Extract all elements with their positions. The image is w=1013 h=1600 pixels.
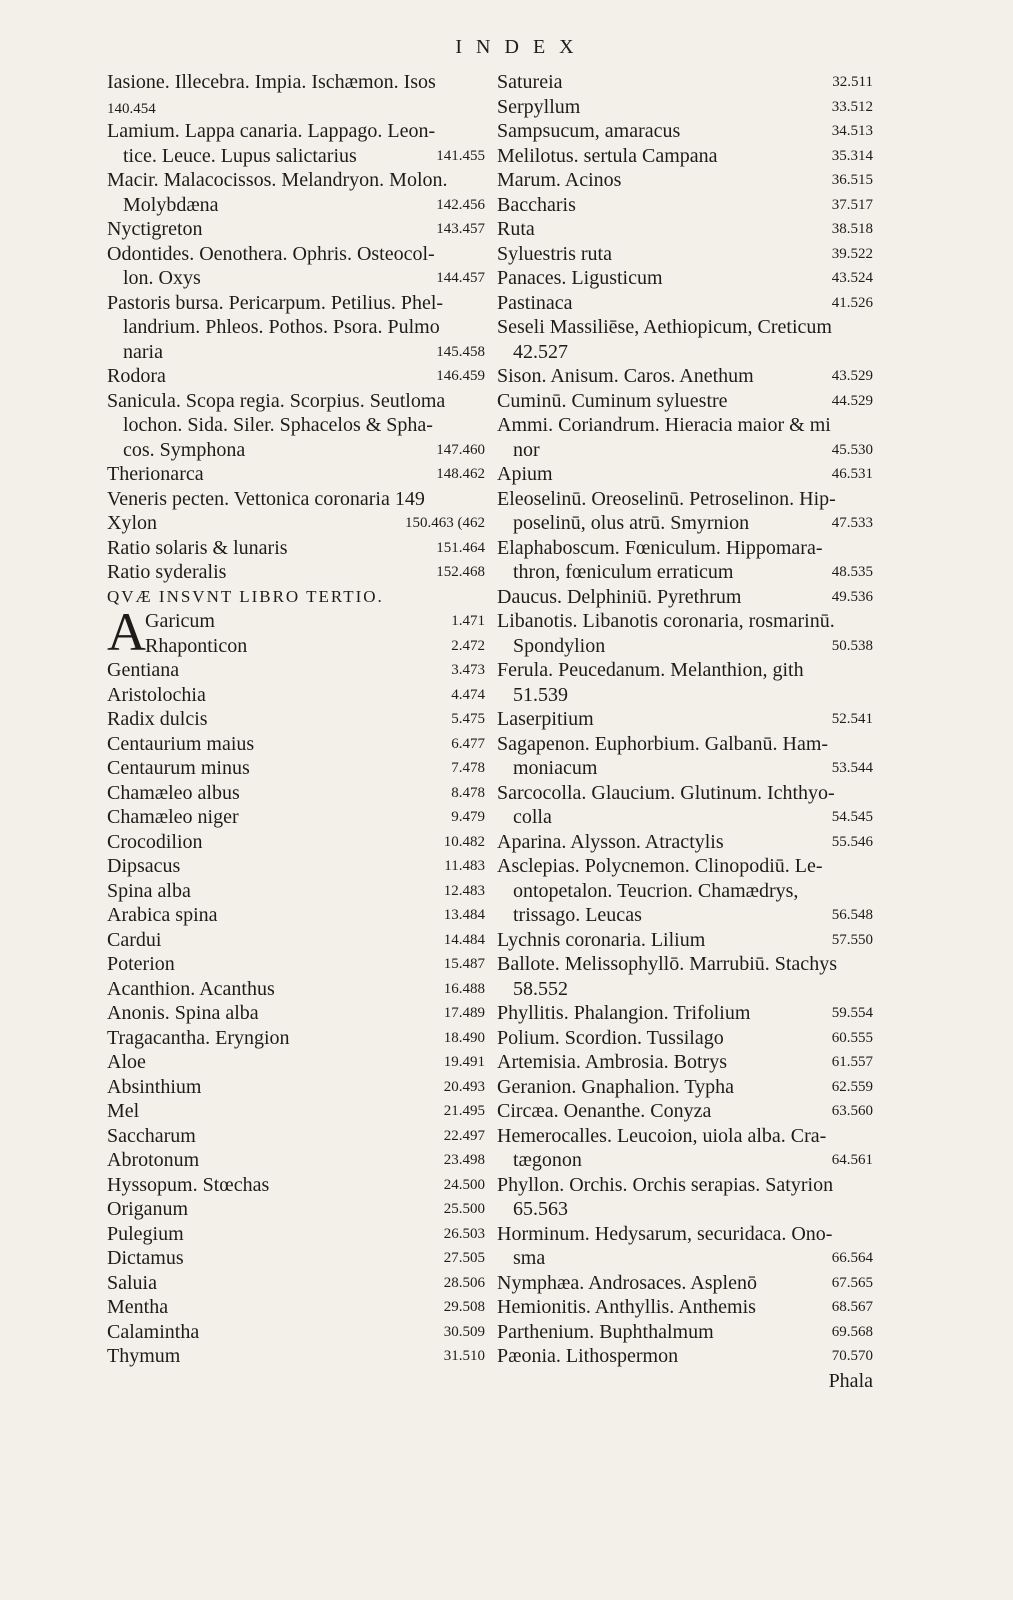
entry-number: 18.490 (443, 1029, 485, 1046)
entry-text: Sagapenon. Euphorbium. Galbanū. Ham- (497, 732, 829, 755)
index-entry (107, 291, 485, 316)
entry-number: 152.468 (436, 564, 485, 580)
index-entry (497, 438, 873, 463)
entry-number: 11.483 (444, 858, 485, 874)
entry-text: Phyllon. Orchis. Orchis serapias. Satyrion (497, 1173, 834, 1196)
entry-number: 54.545 (831, 809, 873, 825)
entry-number: 46.531 (831, 466, 873, 482)
index-entry (107, 756, 485, 781)
index-entry (107, 1197, 485, 1222)
index-entry (497, 389, 873, 414)
index-entry (497, 585, 873, 610)
entry-text: Dipsacus (107, 855, 181, 877)
entry-text: Circæa. Oenanthe. Conyza (497, 1100, 712, 1122)
index-entry (107, 511, 485, 536)
entry-number: 6.477 (451, 735, 485, 752)
entry-number: 7.478 (451, 760, 485, 776)
entry-text: Sanicula. Scopa regia. Scorpius. Seutloma (107, 389, 446, 412)
entry-text: Tragacantha. Eryngion (107, 1026, 290, 1049)
page-header: INDEX (455, 36, 588, 58)
entry-number: 55.546 (831, 833, 873, 850)
entry-number: 22.497 (443, 1127, 485, 1144)
index-entry (497, 95, 873, 120)
index-entry (497, 560, 873, 585)
entry-text: 65.563 (513, 1198, 568, 1220)
index-entry (497, 1222, 873, 1247)
entry-number: 17.489 (443, 1005, 485, 1021)
entry-text: Macir. Malacocissos. Melandryon. Molon. (107, 169, 448, 191)
entry-number: 43.524 (831, 270, 873, 286)
entry-text: Ratio syderalis (107, 561, 227, 583)
index-entry (497, 634, 873, 659)
entry-text: Aloe (107, 1051, 146, 1073)
entry-number: 44.529 (831, 392, 873, 409)
entry-number: 57.550 (831, 931, 873, 948)
entry-text: Syluestris ruta (497, 242, 612, 265)
entry-text: Pæonia. Lithospermon (497, 1345, 679, 1367)
left-index-column (107, 70, 485, 1369)
index-entry (145, 609, 485, 634)
entry-number: 47.533 (831, 515, 873, 531)
entry-number: 2.472 (451, 637, 485, 654)
entry-number: 10.482 (443, 833, 485, 850)
entry-text: Saccharum (107, 1124, 196, 1147)
entry-text: QVÆ INSVNT LIBRO TERTIO. (107, 586, 384, 606)
entry-text: 58.552 (513, 977, 568, 1000)
index-entry (107, 438, 485, 463)
index-entry (107, 830, 485, 855)
entry-text: Ferula. Peucedanum. Melanthion, gith (497, 659, 804, 681)
entry-text: Ammi. Coriandrum. Hieracia maior & mi (497, 414, 831, 436)
index-entry (497, 952, 873, 977)
index-entry (497, 315, 873, 340)
entry-number: 151.464 (436, 539, 485, 556)
entry-text: ontopetalon. Teucrion. Chamædrys, (513, 879, 799, 902)
entry-text: landrium. Phleos. Pothos. Psora. Pulmo (123, 316, 440, 338)
entry-text: Marum. Acinos (497, 169, 622, 191)
entry-text: Centaurium maius (107, 732, 255, 755)
entry-text: Aparina. Alysson. Atractylis (497, 830, 724, 853)
entry-number: 64.561 (831, 1152, 873, 1168)
entry-text: Laserpitium (497, 708, 594, 730)
entry-number: 53.544 (831, 760, 873, 776)
index-entry (107, 168, 485, 193)
index-entry (107, 1075, 485, 1100)
entry-text: Thymum (107, 1345, 181, 1367)
index-entry (107, 389, 485, 414)
index-entry (497, 756, 873, 781)
entry-text: Apium (497, 463, 553, 485)
entry-text: Eleoselinū. Oreoselinū. Petroselinon. Hip- (497, 487, 836, 510)
entry-number: 147.460 (436, 441, 485, 458)
entry-text: Spondylion (513, 634, 606, 657)
index-entry (497, 928, 873, 953)
entry-text: Origanum (107, 1198, 189, 1220)
index-entry (107, 217, 485, 242)
entry-text: Serpyllum (497, 95, 581, 118)
entry-text: Chamæleo albus (107, 781, 240, 804)
index-entry (497, 119, 873, 144)
index-entry (497, 413, 873, 438)
index-entry (107, 903, 485, 928)
index-entry (107, 364, 485, 389)
index-entry (497, 462, 873, 487)
entry-text: Ballote. Melissophyllō. Marrubiū. Stachys (497, 953, 837, 975)
index-entry (497, 854, 873, 879)
entry-text: Daucus. Delphiniū. Pyrethrum (497, 585, 742, 608)
entry-number: 48.535 (831, 564, 873, 580)
index-entry (107, 95, 485, 120)
index-entry (497, 193, 873, 218)
index-entry (107, 1246, 485, 1271)
entry-number: 62.559 (831, 1078, 873, 1095)
entry-number: 24.500 (443, 1176, 485, 1193)
entry-number: 142.456 (436, 196, 485, 213)
index-entry (497, 683, 873, 708)
entry-number: 70.570 (831, 1348, 873, 1364)
entry-text: Sampsucum, amaracus (497, 120, 681, 142)
entry-text: Ruta (497, 218, 535, 240)
entry-text: nor (513, 438, 540, 461)
entry-number: 68.567 (831, 1299, 873, 1315)
entry-number: 37.517 (831, 196, 873, 213)
entry-text: Chamæleo niger (107, 806, 239, 828)
drop-cap-entry (107, 602, 485, 662)
index-entry (497, 1026, 873, 1051)
entry-number: 66.564 (831, 1250, 873, 1266)
entry-text: 51.539 (513, 683, 568, 706)
entry-text: Polium. Scordion. Tussilago (497, 1026, 724, 1049)
entry-text: Horminum. Hedysarum, securidaca. Ono- (497, 1222, 833, 1245)
entry-text: Parthenium. Buphthalmum (497, 1320, 714, 1343)
entry-text: 42.527 (513, 340, 568, 363)
entry-text: Pulegium (107, 1222, 184, 1245)
entry-text: Garicum (145, 610, 215, 632)
entry-text: Rodora (107, 365, 166, 387)
entry-text: poselinū, olus atrū. Smyrnion (513, 512, 750, 534)
entry-text: Rhaponticon (145, 634, 248, 657)
entry-number: 59.554 (831, 1005, 873, 1021)
entry-number: 141.455 (436, 147, 485, 164)
index-entry (107, 805, 485, 830)
entry-text: Crocodilion (107, 830, 203, 853)
index-entry (497, 707, 873, 732)
entry-number: 52.541 (831, 711, 873, 727)
entry-text: Gentiana (107, 659, 180, 681)
index-entry (107, 879, 485, 904)
index-entry (107, 413, 485, 438)
section-heading (107, 585, 485, 610)
entry-text: cos. Symphona (123, 438, 246, 461)
index-entry (107, 119, 485, 144)
entry-number: 21.495 (443, 1103, 485, 1119)
entry-number: 5.475 (451, 711, 485, 727)
index-entry (107, 707, 485, 732)
entry-number: 26.503 (443, 1225, 485, 1242)
entry-text: lochon. Sida. Siler. Sphacelos & Spha- (123, 414, 433, 436)
entry-text: trissago. Leucas (513, 904, 642, 926)
index-entry (107, 1050, 485, 1075)
entry-text: sma (513, 1247, 546, 1269)
index-entry (107, 781, 485, 806)
entry-text: Molybdæna (123, 193, 219, 216)
index-entry (107, 70, 485, 95)
index-entry (145, 634, 485, 659)
entry-text: Abrotonum (107, 1149, 200, 1171)
entry-text: Asclepias. Polycnemon. Clinopodiū. Le- (497, 855, 823, 877)
index-entry (107, 952, 485, 977)
entry-number: 31.510 (443, 1348, 485, 1364)
entry-text: Calamintha (107, 1320, 200, 1343)
entry-number: 15.487 (443, 956, 485, 972)
index-entry (107, 1271, 485, 1296)
entry-number: 60.555 (831, 1029, 873, 1046)
index-entry (107, 683, 485, 708)
index-entry (497, 1320, 873, 1345)
index-entry (497, 1001, 873, 1026)
entry-number: 144.457 (436, 270, 485, 286)
entry-number: 32.511 (832, 74, 873, 90)
index-entry (107, 315, 485, 340)
index-entry (497, 781, 873, 806)
catchword: Phala (828, 1369, 873, 1392)
entry-number: 63.560 (831, 1103, 873, 1119)
entry-text: Xylon (107, 512, 157, 534)
entry-number: 27.505 (443, 1250, 485, 1266)
index-entry (107, 193, 485, 218)
index-entry (107, 1099, 485, 1124)
entry-text: Baccharis (497, 193, 576, 216)
index-entry (107, 536, 485, 561)
entry-number: 9.479 (451, 809, 485, 825)
index-entry (497, 340, 873, 365)
entry-number: 30.509 (443, 1323, 485, 1340)
entry-text: Anonis. Spina alba (107, 1002, 259, 1024)
index-entry (107, 977, 485, 1002)
entry-text: Geranion. Gnaphalion. Typha (497, 1075, 735, 1098)
entry-number: 150.463 (462 (405, 515, 485, 531)
index-entry (497, 1344, 873, 1369)
entry-text: naria (123, 340, 163, 363)
index-entry (107, 1026, 485, 1051)
index-entry (497, 1173, 873, 1198)
entry-text: Arabica spina (107, 904, 218, 926)
entry-number: 38.518 (831, 221, 873, 237)
index-entry (497, 511, 873, 536)
entry-number: 23.498 (443, 1152, 485, 1168)
entry-number: 49.536 (831, 588, 873, 605)
entry-number: 19.491 (443, 1054, 485, 1070)
entry-number: 1.471 (451, 613, 485, 629)
entry-text: Artemisia. Ambrosia. Botrys (497, 1051, 727, 1073)
entry-text: Aristolochia (107, 683, 206, 706)
index-entry (107, 144, 485, 169)
entry-text: Therionarca (107, 463, 204, 485)
entry-text: Melilotus. sertula Campana (497, 144, 718, 167)
right-index-column (497, 70, 873, 1393)
index-entry (107, 242, 485, 267)
entry-number: 145.458 (436, 343, 485, 360)
entry-text: Libanotis. Libanotis coronaria, rosmarinū. (497, 610, 835, 632)
index-entry (497, 732, 873, 757)
index-entry (107, 854, 485, 879)
entry-text: Phyllitis. Phalangion. Trifolium (497, 1002, 751, 1024)
entry-number: 56.548 (831, 907, 873, 923)
index-entry (497, 879, 873, 904)
entry-text: Hemionitis. Anthyllis. Anthemis (497, 1296, 756, 1318)
entry-text: Spina alba (107, 879, 191, 902)
index-entry (107, 266, 485, 291)
index-entry (497, 1271, 873, 1296)
entry-text: Pastoris bursa. Pericarpum. Petilius. Phel- (107, 291, 444, 314)
index-entry (497, 1075, 873, 1100)
entry-text: Radix dulcis (107, 708, 208, 730)
entry-text: tægonon (513, 1149, 582, 1171)
entry-text: Seseli Massiliēse, Aethiopicum, Creticum (497, 316, 832, 338)
index-entry (497, 1197, 873, 1222)
index-entry (107, 340, 485, 365)
index-entry (497, 266, 873, 291)
entry-text: Nyctigreton (107, 218, 203, 240)
entry-number: 148.462 (436, 466, 485, 482)
index-entry (107, 1124, 485, 1149)
entry-text: Cardui (107, 928, 162, 951)
entry-text: Absinthium (107, 1075, 202, 1098)
index-entry (497, 1246, 873, 1271)
entry-text: Mentha (107, 1296, 169, 1318)
entry-number: 50.538 (831, 637, 873, 654)
entry-number: 69.568 (831, 1323, 873, 1340)
entry-number: 33.512 (831, 98, 873, 115)
entry-number: 41.526 (831, 294, 873, 311)
entry-number: 36.515 (831, 172, 873, 188)
entry-number: 43.529 (831, 368, 873, 384)
entry-text: Dictamus (107, 1247, 184, 1269)
entry-text: colla (513, 806, 552, 828)
entry-text: Hemerocalles. Leucoion, uiola alba. Cra- (497, 1124, 827, 1147)
index-entry (497, 144, 873, 169)
index-entry (497, 536, 873, 561)
entry-text: Saluia (107, 1271, 157, 1294)
index-entry (497, 903, 873, 928)
entry-text: tice. Leuce. Lupus salictarius (123, 144, 357, 167)
entry-number: 29.508 (443, 1299, 485, 1315)
index-entry (107, 1320, 485, 1345)
entry-number: 61.557 (831, 1054, 873, 1070)
entry-number: 45.530 (831, 441, 873, 458)
index-entry (497, 291, 873, 316)
entry-text: Hyssopum. Stœchas (107, 1173, 270, 1196)
drop-cap-initial: A (107, 602, 146, 662)
entry-text: Poterion (107, 953, 175, 975)
index-entry (497, 1124, 873, 1149)
entry-text: Acanthion. Acanthus (107, 977, 275, 1000)
index-entry (497, 830, 873, 855)
entry-text: Elaphaboscum. Fœniculum. Hippomara- (497, 536, 823, 559)
index-entry (107, 928, 485, 953)
index-entry (497, 487, 873, 512)
index-entry (497, 658, 873, 683)
index-entry (107, 462, 485, 487)
index-entry (497, 1099, 873, 1124)
index-entry (107, 732, 485, 757)
entry-number: 28.506 (443, 1274, 485, 1291)
index-entry (497, 977, 873, 1002)
entry-text: moniacum (513, 757, 598, 779)
index-entry (497, 1148, 873, 1173)
index-entry (497, 364, 873, 389)
index-entry (497, 805, 873, 830)
index-entry (497, 70, 873, 95)
entry-number: 4.474 (451, 686, 485, 703)
index-entry (107, 487, 485, 512)
index-entry (107, 658, 485, 683)
entry-text: Iasione. Illecebra. Impia. Ischæmon. Isos (107, 71, 436, 93)
entry-number: 16.488 (443, 980, 485, 997)
entry-text: Veneris pecten. Vettonica coronaria 149 (107, 487, 425, 510)
entry-text: Ratio solaris & lunaris (107, 536, 288, 559)
entry-number: 3.473 (451, 662, 485, 678)
entry-text: Lychnis coronaria. Lilium (497, 928, 706, 951)
entry-number: 34.513 (831, 123, 873, 139)
index-entry (497, 217, 873, 242)
entry-number: 8.478 (451, 784, 485, 801)
entry-text: Cuminū. Cuminum syluestre (497, 389, 728, 412)
index-entry (107, 1295, 485, 1320)
entry-number: 25.500 (443, 1201, 485, 1217)
index-entry (497, 242, 873, 267)
index-entry (497, 1295, 873, 1320)
entry-text: Centaurum minus (107, 757, 250, 779)
entry-number: 20.493 (443, 1078, 485, 1095)
entry-text: 140.454 (107, 100, 156, 117)
entry-text: Nymphæa. Androsaces. Asplenō (497, 1271, 757, 1294)
entry-text: lon. Oxys (123, 267, 201, 289)
entry-number: 13.484 (443, 907, 485, 923)
entry-text: Odontides. Oenothera. Ophris. Osteocol- (107, 242, 435, 265)
entry-text: Sison. Anisum. Caros. Anethum (497, 365, 754, 387)
entry-text: Satureia (497, 71, 563, 93)
entry-number: 146.459 (436, 368, 485, 384)
entry-text: Pastinaca (497, 291, 573, 314)
entry-text: Mel (107, 1100, 140, 1122)
index-entry (107, 1001, 485, 1026)
index-entry (107, 1222, 485, 1247)
entry-number: 12.483 (443, 882, 485, 899)
index-entry (497, 1050, 873, 1075)
index-entry (107, 1173, 485, 1198)
index-entry (107, 1344, 485, 1369)
index-entry (497, 609, 873, 634)
entry-text: Sarcocolla. Glaucium. Glutinum. Ichthyo- (497, 781, 835, 804)
entry-number: 143.457 (436, 221, 485, 237)
entry-number: 14.484 (443, 931, 485, 948)
entry-text: thron, fœniculum erraticum (513, 561, 734, 583)
index-entry (107, 560, 485, 585)
entry-number: 35.314 (831, 147, 873, 164)
index-entry (107, 1148, 485, 1173)
entry-text: Panaces. Ligusticum (497, 267, 663, 289)
entry-number: 39.522 (831, 245, 873, 262)
entry-text: Lamium. Lappa canaria. Lappago. Leon- (107, 120, 436, 142)
index-entry (497, 168, 873, 193)
entry-number: 67.565 (831, 1274, 873, 1291)
